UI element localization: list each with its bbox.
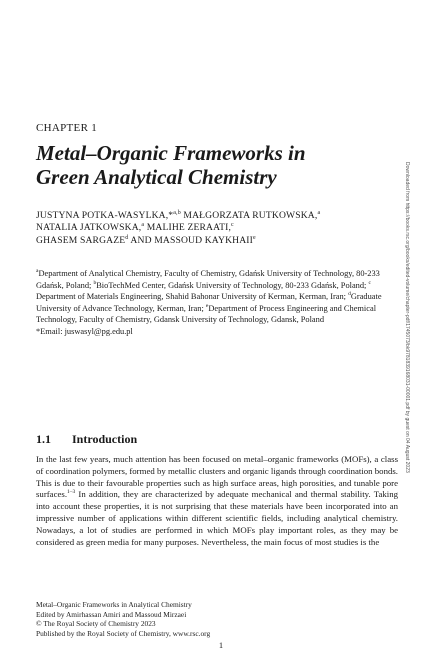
citation-ref[interactable]: 1–3 [67, 489, 76, 496]
copyright-line: © The Royal Society of Chemistry 2023 [36, 619, 156, 629]
page-number: 1 [218, 640, 224, 650]
affiliations [36, 268, 396, 338]
chapter-title-line-1: Metal–Organic Frameworks in [36, 141, 306, 165]
download-watermark: Downloaded from https://books.rsc.org/books/edited-volume/chapter-pdf/1745073/bk9781839168031-00001.pdf by guest on 04 August 2023 [404, 162, 410, 473]
author-line-2: NATALIA JATKOWSKA,$^a$ MALIHE ZERAATI,$^c$ [36, 222, 234, 234]
chapter-title [36, 141, 396, 189]
chapter-label: CHAPTER 1 [36, 122, 98, 134]
section-number: 1.1 [36, 432, 51, 446]
book-title-line: Metal–Organic Frameworks in Analytical Chemistry [36, 600, 192, 609]
corresponding-email[interactable]: *Email: juswasyl@pg.edu.pl [36, 326, 133, 336]
affiliation-text: $^a$Department of Analytical Chemistry, Faculty of Chemistry, Gdańsk University of Technology, 80-233 Gdańsk, Poland; $^b$BioTechMed Center, Gdańsk University of Technology, 80-233 Gdańsk, Poland; $^c$ Department of Materials Engineering, Shahid Bahonar University of Kerman, Kerman, Iran; $^d$Graduate University of Advance Technology, Kerman, Iran; $^e$Department of Process Engineering and Chemical Technology, Faculty of Chemistry, Gdansk University of Technology, Gdansk, Poland [36, 268, 382, 325]
section-title: Introduction [72, 432, 138, 446]
chapter-title-line-2: Green Analytical Chemistry [36, 165, 277, 189]
author-list [36, 210, 396, 247]
editors-line: Edited by Amirhassan Amiri and Massoud Mirzaei [36, 609, 187, 619]
author-line-1: JUSTYNA POTKA-WASYLKA,*$^{a,b}$ MAŁGORZATA RUTKOWSKA,$^a$ [36, 209, 321, 221]
body-paragraph: In the last few years, much attention has been focused on metal–organic frameworks (MOFs), a class of coordination polymers, formed by metallic clusters and organic ligands through coordination bonds. This is due to their favourable properties such as high surface areas, high porosities, and tunable pore surfaces.$^{1-3}$ In addition, they are characterized by adequate mechanical and thermal stability. Taking into account these properties, it is not surprising that these materials have been incorporated into an impressive number of applications within different scientific fields, including analytical chemistry. Nowadays, a lot of studies are performed in which MOFs play important roles, as they may be considered as green media for many purposes. Nevertheless, the main focus of most studies is the [36, 454, 398, 547]
copyright-footnote [36, 600, 396, 638]
publisher-line: Published by the Royal Society of Chemistry, www.rsc.org [36, 628, 211, 638]
section-heading [36, 432, 137, 447]
author-line-3: GHASEM SARGAZE$^d$ AND MASSOUD KAYKHAII$^e$ [36, 234, 256, 246]
